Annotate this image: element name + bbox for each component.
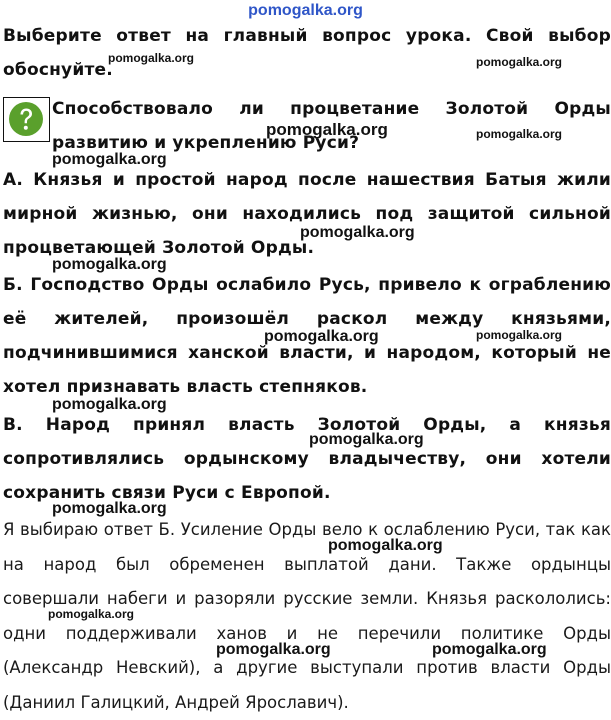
watermark: pomogalka.org — [52, 256, 167, 273]
watermark: pomogalka.org — [328, 537, 443, 554]
task-text: Выберите ответ на главный вопрос урока. Свой выбор обоснуйте. — [3, 26, 611, 80]
watermark: pomogalka.org — [264, 328, 379, 345]
option-b: Б. Господство Орды ослабило Русь, привело к ограблению её жителей, произошёл раскол между князьями, подчинившимися ханской власти, и народом, который не хотел признавать власть степняков. — [3, 275, 611, 397]
question-text: Способствовало ли процветание Золотой Орды развитию и укреплению Руси? — [52, 99, 611, 153]
watermark: pomogalka.org — [52, 396, 167, 413]
watermark: pomogalka.org — [476, 55, 563, 69]
question-icon-box — [3, 97, 50, 142]
watermark: pomogalka.org — [300, 224, 415, 241]
watermark: pomogalka.org — [266, 120, 388, 139]
watermark: pomogalka.org — [52, 151, 167, 168]
watermark: pomogalka.org — [108, 51, 195, 65]
watermark: pomogalka.org — [48, 607, 135, 621]
option-c: В. Народ принял власть Золотой Орды, а князья сопротивлялись ордынскому владычеству, они хотели сохранить связи Руси с Европой. — [3, 415, 611, 503]
watermark: pomogalka.org — [309, 431, 424, 448]
watermark: pomogalka.org — [476, 328, 563, 342]
watermark-top: pomogalka.org — [248, 2, 363, 19]
question-mark-icon — [8, 101, 44, 137]
option-a: А. Князья и простой народ после нашествия Батыя жили мирной жизнью, они находились под защитой сильной процветающей Золотой Орды. — [3, 170, 611, 258]
watermark: pomogalka.org — [52, 500, 167, 517]
watermark: pomogalka.org — [476, 127, 563, 141]
watermark: pomogalka.org — [216, 641, 331, 658]
answer-text: Я выбираю ответ Б. Усиление Орды вело к ослаблению Руси, так как на народ был обременен выплатой дани. Также ордынцы совершали набеги и разоряли русские земли. Князья раскололись: одни поддерживали ханов и не перечили политике Орды (Александр Невский), а другие выступали против власти Орды (Даниил Галицкий, Андрей Ярославич). — [3, 520, 611, 712]
watermark: pomogalka.org — [432, 641, 547, 658]
